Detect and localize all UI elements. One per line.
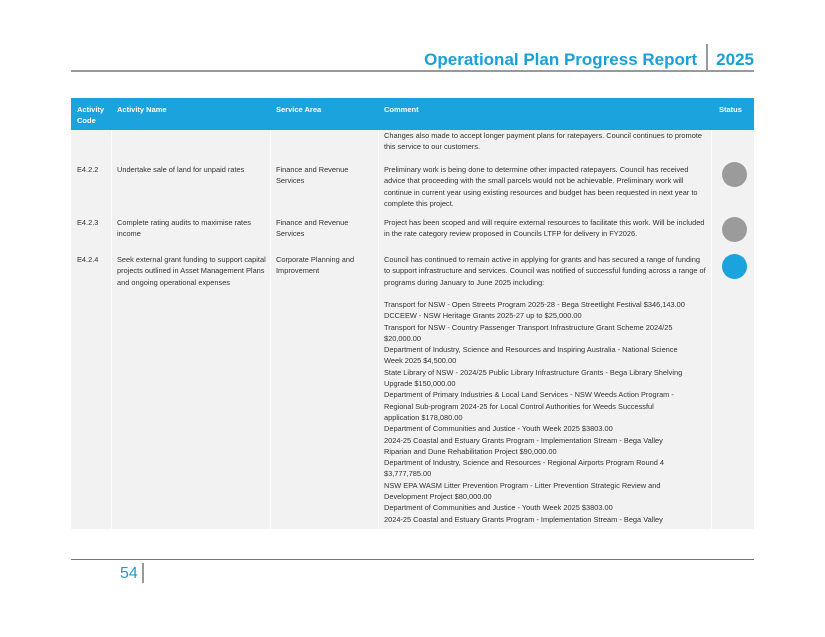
column-divider [270, 130, 271, 529]
col-activity-code: Activity Code [77, 105, 105, 125]
header-rule [71, 70, 754, 72]
grant-line: 2024-25 Coastal and Estuary Grants Program - Implementation Stream - Bega Valley [384, 435, 663, 445]
grant-funding-list [384, 299, 714, 525]
continuation-comment: Changes also made to accept longer payment plans for ratepayers. Council continues to promote this service to our customers. [384, 131, 702, 152]
page-number: 54 [120, 565, 138, 582]
status-indicator [722, 162, 747, 187]
grant-line: $20,000.00 [384, 333, 421, 343]
comment-intro: Council has continued to remain active in applying for grants and has secured a range of funding to support infrastructure and services. Council was notified of successful funding across a range of programs during January to June 2025 including: [384, 255, 706, 287]
activity-code: E4.2.3 [77, 218, 99, 227]
grant-line: State Library of NSW - 2024/25 Public Library Infrastructure Grants - Bega Library Shelving [384, 367, 683, 377]
activity-code: E4.2.2 [77, 165, 99, 174]
report-title: Operational Plan Progress Report [424, 50, 698, 69]
status-indicator [722, 217, 747, 242]
header-divider [706, 44, 708, 70]
service-area: Corporate Planning and Improvement [276, 255, 355, 276]
grant-line: Development Project $80,000.00 [384, 492, 492, 502]
grant-line: Week 2025 $4,500.00 [384, 356, 457, 366]
activity-table [71, 98, 754, 529]
col-activity-name: Activity Name [117, 105, 167, 114]
comment: Project has been scoped and will require external resources to facilitate this work. Will be included in the rate category review proposed in Councils LTFP for delivery in FY2026. [384, 218, 705, 239]
grant-line: Transport for NSW - Country Passenger Transport Infrastructure Grant Scheme 2024/25 [384, 322, 673, 332]
column-divider [378, 130, 379, 529]
grant-line: Department of Industry, Science and Resources - Regional Airports Program Round 4 [384, 458, 665, 468]
col-service-area: Service Area [276, 105, 322, 114]
activity-code: E4.2.4 [77, 255, 99, 264]
grant-line: Department of Industry, Science and Resources and Inspiring Australia - National Science [384, 345, 678, 355]
table-header [71, 98, 754, 130]
grant-line: NSW EPA WASM Litter Prevention Program - Litter Prevention Strategic Review and [384, 480, 661, 490]
report-year: 2025 [716, 50, 754, 69]
report-header [71, 44, 754, 70]
grant-line: DCCEEW - NSW Heritage Grants 2025-27 up to $25,000.00 [384, 311, 582, 321]
service-area: Finance and Revenue Services [276, 165, 349, 186]
activity-name: Complete rating audits to maximise rates income [117, 218, 251, 239]
service-area: Finance and Revenue Services [276, 218, 349, 239]
footer-rule [71, 559, 754, 560]
column-divider [111, 130, 112, 529]
status-indicator [722, 254, 747, 279]
activity-name: Undertake sale of land for unpaid rates [117, 165, 245, 174]
col-status: Status [719, 105, 742, 114]
grant-line: 2024-25 Coastal and Estuary Grants Program - Implementation Stream - Bega Valley [384, 514, 663, 524]
activity-name: Seek external grant funding to support capital projects outlined in Asset Management Plans and ongoing operational expenses [117, 255, 266, 287]
grant-line: Transport for NSW - Open Streets Program 2025-28 - Bega Streetlight Festival $346,143.00 [384, 300, 685, 309]
grant-line: $3,777,785.00 [384, 469, 432, 479]
page-number-divider [142, 563, 144, 583]
grant-line: Riparian and Dune Rehabilitation Project $90,000.00 [384, 446, 557, 456]
grant-line: Department of Communities and Justice - Youth Week 2025 $3803.00 [384, 424, 613, 434]
grant-line: Department of Communities and Justice - Youth Week 2025 $3803.00 [384, 503, 613, 513]
col-comment: Comment [384, 105, 419, 114]
grant-line: Upgrade $150,000.00 [384, 379, 456, 389]
grant-line: Department of Primary Industries & Local Land Services - NSW Weeds Action Program - [384, 390, 674, 400]
comment: Preliminary work is being done to determine other impacted ratepayers. Council has received advice that proceeding with the small parcels would not be achievable. Preliminary work will continue in current year using existing resources and budget has been requested in next year to complete this project. [384, 165, 698, 208]
grant-line: Regional Sub-program 2024-25 for Local Control Authorities for Weeds Successful [384, 401, 654, 411]
grant-line: application $178,080.00 [384, 412, 463, 422]
